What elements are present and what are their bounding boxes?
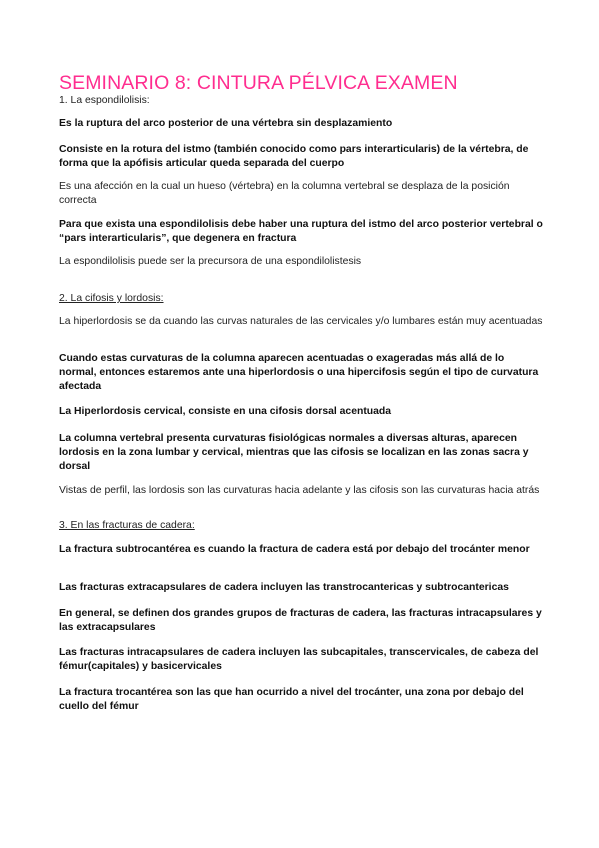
question-2-heading: 2. La cifosis y lordosis:: [59, 293, 164, 304]
q3-option-2: Las fracturas extracapsulares de cadera incluyen las transtrocantericas y subtrocantericas: [59, 582, 509, 593]
q1-option-1: Es la ruptura del arco posterior de una vértebra sin desplazamiento: [59, 118, 393, 129]
q1-option-3: Es una afección en la cual un hueso (vértebra) en la columna vertebral se desplaza de la posición correcta: [59, 181, 510, 206]
q3-option-4: Las fracturas intracapsulares de cadera incluyen las subcapitales, transcervicales, de cabeza del fémur(capitales) y basicervicales: [59, 647, 539, 672]
q2-option-3: La Hiperlordosis cervical, consiste en una cifosis dorsal acentuada: [59, 406, 392, 417]
q1-option-2: Consiste en la rotura del istmo (también conocido como pars interarticularis) de la vértebra, de forma que la apófisis articular queda separada del cuerpo: [59, 144, 529, 169]
q3-option-3: En general, se definen dos grandes grupos de fracturas de cadera, las fracturas intracapsulares y las extracapsulares: [59, 608, 542, 633]
question-1-heading: 1. La espondilolisis:: [59, 95, 150, 106]
q2-option-2: Cuando estas curvaturas de la columna aparecen acentuadas o exageradas más allá de lo normal, entonces estaremos ante una hiperlordosis o una hipercifosis según el tipo de curvatura afectada: [59, 353, 539, 392]
q2-option-1: La hiperlordosis se da cuando las curvas naturales de las cervicales y/o lumbares están muy acentuadas: [59, 316, 543, 327]
q2-option-5: Vistas de perfil, las lordosis son las curvaturas hacia adelante y las cifosis son las curvaturas hacia atrás: [59, 485, 540, 496]
question-3-heading: 3. En las fracturas de cadera:: [59, 520, 195, 531]
q3-option-5: La fractura trocantérea son las que han ocurrido a nivel del trocánter, una zona por debajo del cuello del fémur: [59, 687, 524, 712]
q3-option-1: La fractura subtrocantérea es cuando la fractura de cadera está por debajo del trocánter menor: [59, 544, 530, 555]
q1-option-4: Para que exista una espondilolisis debe haber una ruptura del istmo del arco posterior vertebral o “pars interarticularis”, que degenera en fractura: [59, 219, 543, 244]
page-title: SEMINARIO 8: CINTURA PÉLVICA EXAMEN: [59, 72, 458, 95]
q2-option-4: La columna vertebral presenta curvaturas fisiológicas normales a diversas alturas, aparecen lordosis en la zona lumbar y cervical, mientras que las cifosis se localizan en las zonas sacra y dorsal: [59, 433, 529, 472]
q1-option-5: La espondilolisis puede ser la precursora de una espondilolistesis: [59, 256, 362, 267]
